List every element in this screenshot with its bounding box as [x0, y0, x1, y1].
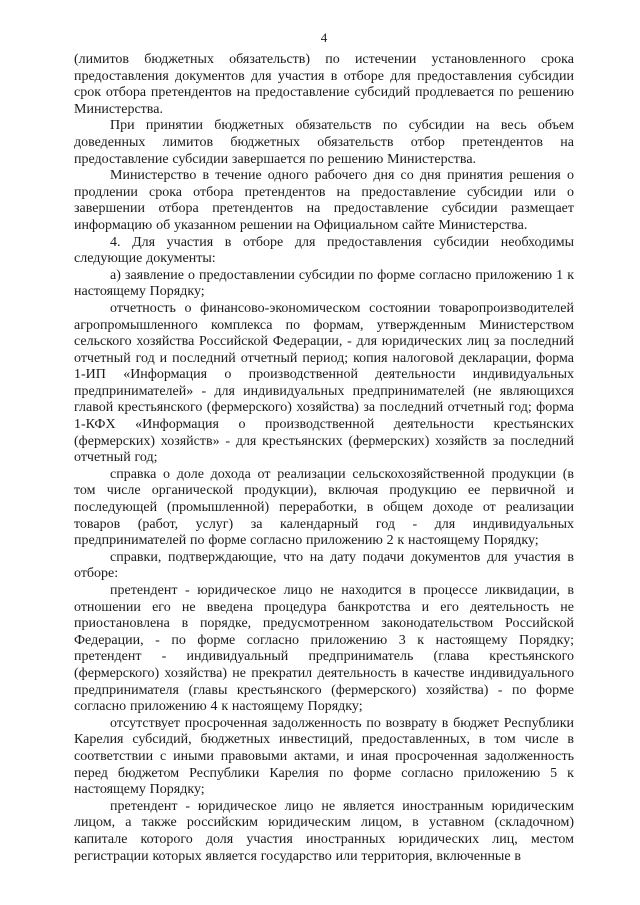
- paragraph-liquidation: претендент - юридическое лицо не находится в процессе ликвидации, в отношении его не введена процедура банкротства и его деятельность не приостановлена в порядке, предусмотренном законодательством Российской Федерации, - по форме согласно приложению 3 к настоящему Порядку; претендент - индивидуальный предприниматель (глава крестьянского (фермерского) хозяйства) не прекратил деятельность в качестве индивидуального предпринимателя (главы крестьянского (фермерского) хозяйства) - по форме согласно приложению 4 к настоящему Порядку;: [74, 583, 574, 715]
- paragraph-financial-reporting: отчетность о финансово-экономическом состоянии товаропроизводителей агропромышленного комплекса по формам, утвержденным Министерством сельского хозяйства Российской Федерации, - для юридических лиц за последний отчетный год и последний отчетный период; копия налоговой декларации, форма 1-ИП «Информация о производственной деятельности индивидуальных предпринимателей» - для индивидуальных предпринимателей (не являющихся главой крестьянского (фермерского) хозяйства) за последний отчетный год; форма 1-КФХ «Информация о производственной деятельности крестьянских (фермерских) хозяйств» - для крестьянских (фермерских) хозяйств за последний отчетный год;: [74, 300, 574, 466]
- page-number: 4: [320, 30, 328, 45]
- paragraph-foreign-entity: претендент - юридическое лицо не является иностранным юридическим лицом, а также российским юридическим лицом, в уставном (складочном) капитале которого доля участия иностранных юридических лиц, местом регистрации которых является государство или территория, включенные в: [74, 798, 574, 864]
- paragraph-item-a: а) заявление о предоставлении субсидии по форме согласно приложению 1 к настоящему Порядку;: [74, 267, 574, 300]
- paragraph-budget-commitments: При принятии бюджетных обязательств по субсидии на весь объем доведенных лимитов бюджетных обязательств отбор претендентов на предоставление субсидии завершается по решению Министерства.: [74, 118, 574, 167]
- paragraph-ministry-decision: Министерство в течение одного рабочего дня со дня принятия решения о продлении срока отбора претендентов на предоставление субсидии или о завершении отбора претендентов на предоставление субсидии размещает информацию об указанном решении на Официальном сайте Министерства.: [74, 168, 574, 233]
- paragraph-section-4: 4. Для участия в отборе для предоставления субсидии необходимы следующие документы:: [74, 234, 574, 267]
- paragraph-income-share: справка о доле дохода от реализации сельскохозяйственной продукции (в том числе органической продукции), включая продукцию ее первичной и последующей (промышленной) переработки, в общем доходе от реализации товаров (работ, услуг) за календарный год - для индивидуальных предпринимателей по форме согласно приложению 2 к настоящему Порядку;: [74, 466, 574, 549]
- paragraph-certificates: справки, подтверждающие, что на дату подачи документов для участия в отборе:: [74, 549, 574, 582]
- paragraph-continuation: (лимитов бюджетных обязательств) по истечении установленного срока предоставления документов для участия в отборе для предоставления субсидии срок отбора претендентов на предоставление субсидий продлевается по решению Министерства.: [74, 52, 574, 117]
- paragraph-debt: отсутствует просроченная задолженность по возврату в бюджет Республики Карелия субсидий, бюджетных инвестиций, предоставленных, в том числе в соответствии с иными правовыми актами, и иная просроченная задолженность перед бюджетом Республики Карелия по форме согласно приложению 5 к настоящему Порядку;: [74, 715, 574, 798]
